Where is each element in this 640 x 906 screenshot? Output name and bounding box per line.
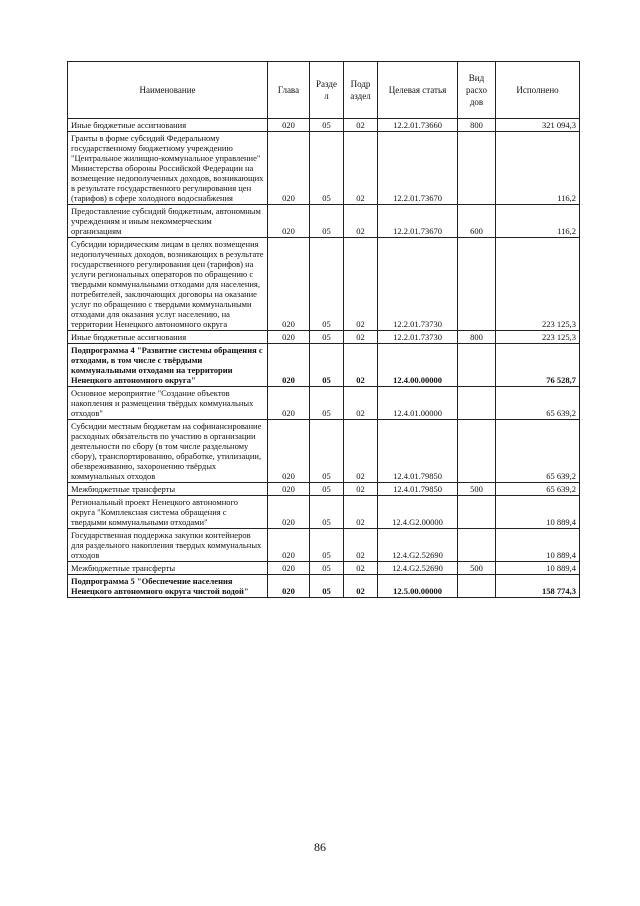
- header-ispolneno: Исполнено: [496, 62, 580, 119]
- cell-amount: 158 774,3: [496, 575, 580, 598]
- cell-glava: 020: [268, 387, 310, 420]
- cell-glava: 020: [268, 496, 310, 529]
- header-vid: Вид расхо дов: [458, 62, 496, 119]
- cell-vid: 500: [458, 562, 496, 575]
- cell-name: Подпрограмма 4 "Развитие системы обращения с отходами, в том числе с твёрдыми коммунальными отходами на территории Ненецкого автономного округа": [68, 344, 268, 387]
- cell-podrazdel: 02: [344, 483, 378, 496]
- cell-name: Субсидии юридическим лицам в целях возмещения недополученных доходов, возникающих в результате государственного регулирования цен (тарифов) на услуги региональных операторов по обращению с твердыми коммунальными отходами для населения, потребителей, заключающих договоры на оказание услуг по обращению с твердыми коммунальными отходами для оказания услуг населению, на территории Ненецкого автономного округа: [68, 238, 268, 331]
- cell-amount: 10 889,4: [496, 562, 580, 575]
- cell-glava: 020: [268, 483, 310, 496]
- header-glava: Глава: [268, 62, 310, 119]
- cell-name: Гранты в форме субсидий Федеральному государственному бюджетному учреждению "Центральное жилищно-коммунальное управление" Министерства обороны Российской Федерации на возмещение недополученных доходов, возникающих в результате государственного регулирования цен (тарифов) в сфере холодного водоснабжения: [68, 132, 268, 205]
- cell-razdel: 05: [310, 562, 344, 575]
- cell-glava: 020: [268, 132, 310, 205]
- table-row: [68, 420, 580, 483]
- cell-vid: 500: [458, 483, 496, 496]
- cell-podrazdel: 02: [344, 420, 378, 483]
- cell-statya: 12.5.00.00000: [378, 575, 458, 598]
- table-body: [68, 119, 580, 598]
- cell-amount: 10 889,4: [496, 496, 580, 529]
- cell-amount: 65 639,2: [496, 387, 580, 420]
- cell-podrazdel: 02: [344, 132, 378, 205]
- cell-podrazdel: 02: [344, 344, 378, 387]
- cell-statya: 12.2.01.73670: [378, 205, 458, 238]
- cell-vid: [458, 132, 496, 205]
- header-razdel: Разде л: [310, 62, 344, 119]
- header-statya: Целевая статья: [378, 62, 458, 119]
- cell-glava: 020: [268, 575, 310, 598]
- cell-amount: 321 094,3: [496, 119, 580, 132]
- cell-statya: 12.2.01.73730: [378, 238, 458, 331]
- cell-razdel: 05: [310, 496, 344, 529]
- table-row: [68, 344, 580, 387]
- cell-vid: 800: [458, 119, 496, 132]
- cell-podrazdel: 02: [344, 205, 378, 238]
- cell-statya: 12.4.G2.52690: [378, 529, 458, 562]
- cell-vid: [458, 529, 496, 562]
- cell-vid: [458, 575, 496, 598]
- table-header-row: [68, 62, 580, 119]
- cell-name: Иные бюджетные ассигнования: [68, 119, 268, 132]
- table-row: [68, 562, 580, 575]
- cell-podrazdel: 02: [344, 238, 378, 331]
- cell-razdel: 05: [310, 132, 344, 205]
- cell-podrazdel: 02: [344, 496, 378, 529]
- cell-razdel: 05: [310, 387, 344, 420]
- cell-razdel: 05: [310, 483, 344, 496]
- header-name: Наименование: [68, 62, 268, 119]
- cell-glava: 020: [268, 529, 310, 562]
- cell-statya: 12.4.G2.00000: [378, 496, 458, 529]
- table-row: [68, 119, 580, 132]
- cell-statya: 12.2.01.73660: [378, 119, 458, 132]
- cell-podrazdel: 02: [344, 562, 378, 575]
- cell-vid: 600: [458, 205, 496, 238]
- cell-podrazdel: 02: [344, 331, 378, 344]
- cell-vid: [458, 420, 496, 483]
- cell-vid: [458, 344, 496, 387]
- table-row: [68, 132, 580, 205]
- cell-glava: 020: [268, 238, 310, 331]
- cell-name: Региональный проект Ненецкого автономного округа "Комплексная система обращения с твердыми коммунальными отходами": [68, 496, 268, 529]
- cell-name: Субсидии местным бюджетам на софинансирование расходных обязательств по участию в организации деятельности по сбору (в том числе раздельному сбору), транспортированию, обработке, утилизации, обезвреживанию, захоронению твёрдых коммунальных отходов: [68, 420, 268, 483]
- cell-amount: 223 125,3: [496, 331, 580, 344]
- cell-razdel: 05: [310, 575, 344, 598]
- cell-podrazdel: 02: [344, 575, 378, 598]
- cell-statya: 12.4.G2.52690: [378, 562, 458, 575]
- table-row: [68, 387, 580, 420]
- cell-glava: 020: [268, 119, 310, 132]
- cell-glava: 020: [268, 344, 310, 387]
- cell-razdel: 05: [310, 420, 344, 483]
- cell-statya: 12.4.01.00000: [378, 387, 458, 420]
- cell-razdel: 05: [310, 344, 344, 387]
- cell-name: Подпрограмма 5 "Обеспечение населения Ненецкого автономного округа чистой водой": [68, 575, 268, 598]
- cell-glava: 020: [268, 420, 310, 483]
- cell-amount: 116,2: [496, 205, 580, 238]
- cell-name: Межбюджетные трансферты: [68, 562, 268, 575]
- cell-razdel: 05: [310, 238, 344, 331]
- cell-name: Иные бюджетные ассигнования: [68, 331, 268, 344]
- cell-razdel: 05: [310, 529, 344, 562]
- cell-vid: [458, 238, 496, 331]
- cell-statya: 12.4.00.00000: [378, 344, 458, 387]
- header-podrazdel: Подр аздел: [344, 62, 378, 119]
- cell-name: Предоставление субсидий бюджетным, автономным учреждениям и иным некоммерческим организациям: [68, 205, 268, 238]
- cell-statya: 12.2.01.73670: [378, 132, 458, 205]
- cell-glava: 020: [268, 205, 310, 238]
- cell-amount: 223 125,3: [496, 238, 580, 331]
- table-row: [68, 238, 580, 331]
- page-number: 86: [314, 840, 326, 854]
- table-row: [68, 331, 580, 344]
- table-row: [68, 496, 580, 529]
- cell-vid: [458, 387, 496, 420]
- cell-podrazdel: 02: [344, 119, 378, 132]
- cell-name: Государственная поддержка закупки контейнеров для раздельного накопления твердых коммунальных отходов: [68, 529, 268, 562]
- cell-razdel: 05: [310, 331, 344, 344]
- cell-razdel: 05: [310, 119, 344, 132]
- cell-podrazdel: 02: [344, 387, 378, 420]
- budget-table: [67, 61, 580, 598]
- cell-statya: 12.4.01.79850: [378, 420, 458, 483]
- cell-podrazdel: 02: [344, 529, 378, 562]
- cell-amount: 65 639,2: [496, 483, 580, 496]
- cell-glava: 020: [268, 562, 310, 575]
- cell-amount: 10 889,4: [496, 529, 580, 562]
- cell-amount: 116,2: [496, 132, 580, 205]
- cell-vid: 800: [458, 331, 496, 344]
- cell-statya: 12.4.01.79850: [378, 483, 458, 496]
- table-row: [68, 575, 580, 598]
- cell-amount: 76 528,7: [496, 344, 580, 387]
- cell-vid: [458, 496, 496, 529]
- cell-name: Межбюджетные трансферты: [68, 483, 268, 496]
- table-row: [68, 529, 580, 562]
- cell-statya: 12.2.01.73730: [378, 331, 458, 344]
- cell-razdel: 05: [310, 205, 344, 238]
- cell-amount: 65 639,2: [496, 420, 580, 483]
- table-row: [68, 483, 580, 496]
- table-row: [68, 205, 580, 238]
- cell-name: Основное мероприятие "Создание объектов накопления и размещения твёрдых коммунальных отходов": [68, 387, 268, 420]
- cell-glava: 020: [268, 331, 310, 344]
